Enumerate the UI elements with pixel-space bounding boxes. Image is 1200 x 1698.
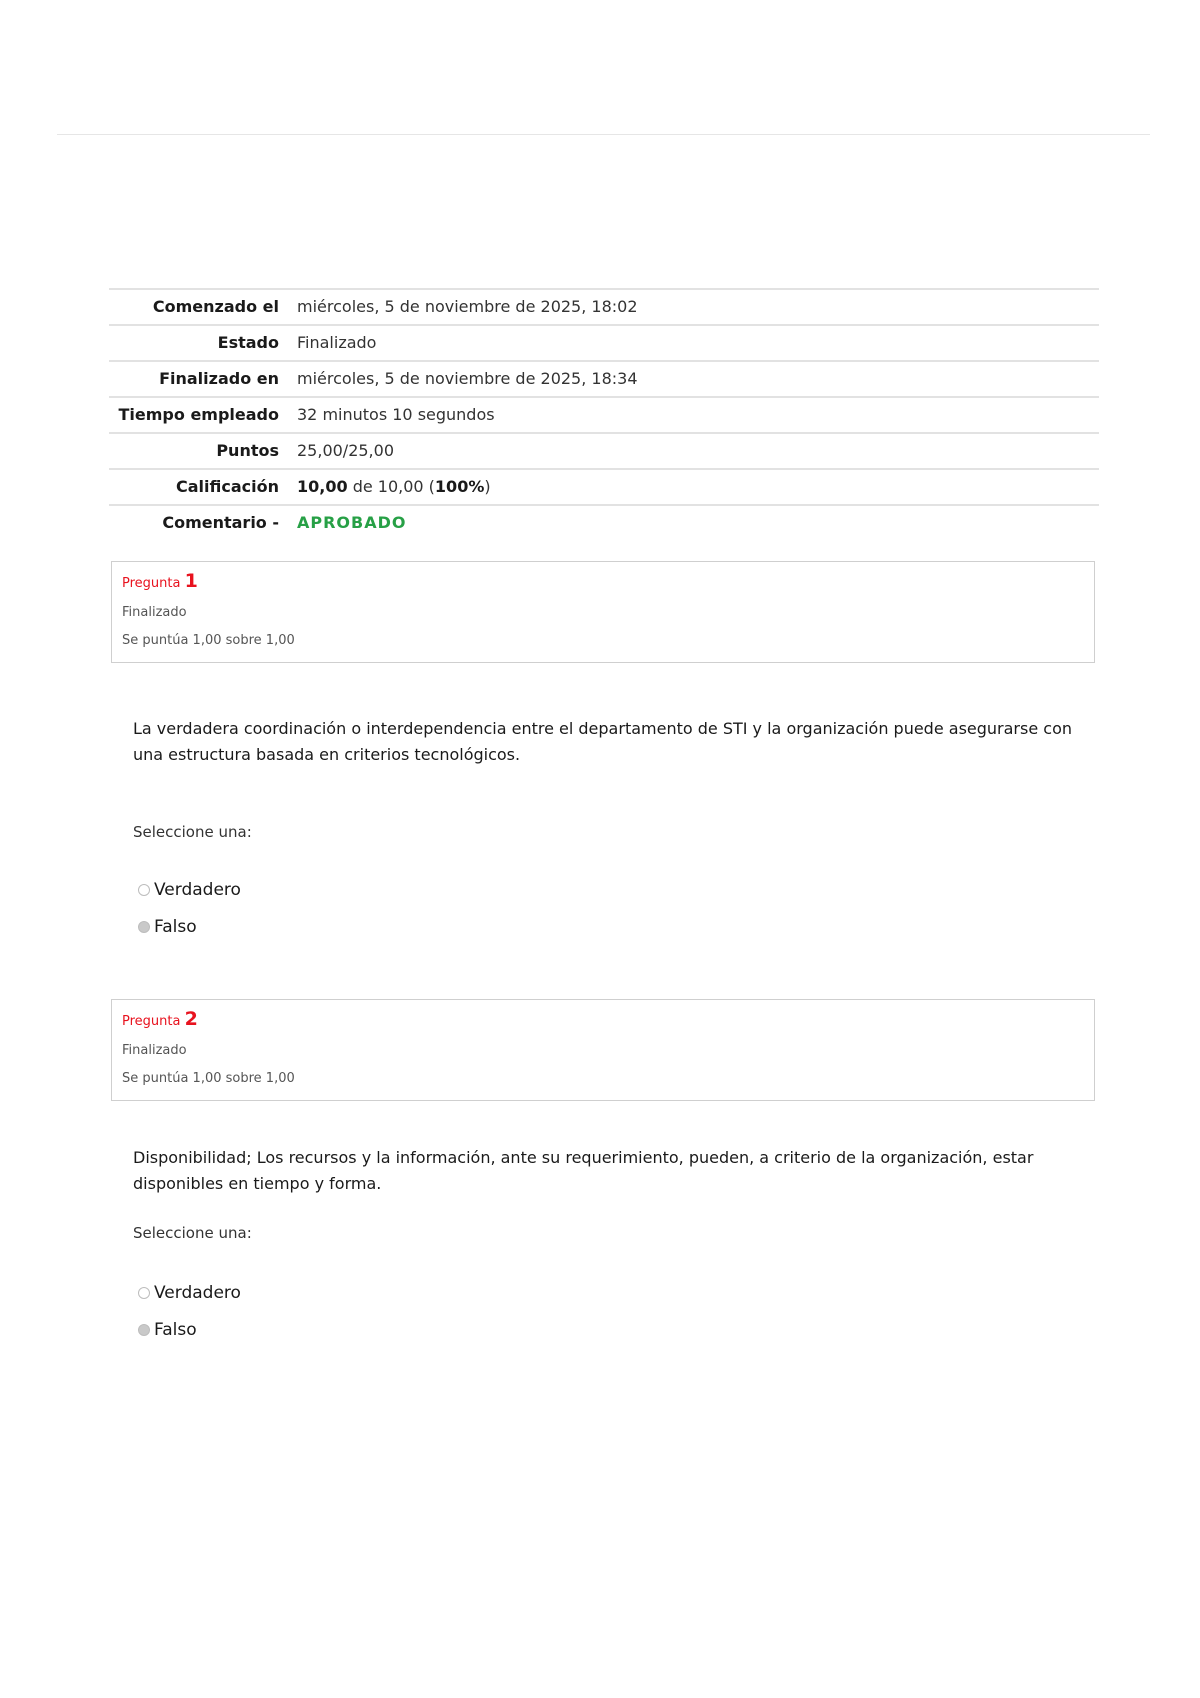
answer-prompt: Seleccione una: bbox=[133, 1224, 252, 1242]
summary-label: Estado bbox=[217, 333, 279, 352]
answer-option-label[interactable]: Falso bbox=[154, 917, 197, 937]
summary-label: Tiempo empleado bbox=[118, 405, 279, 424]
question-text: Disponibilidad; Los recursos y la información, ante su requerimiento, pueden, a criterio de la organización, estar disponibles en tiempo y forma. bbox=[133, 1148, 1034, 1193]
question-state: Finalizado bbox=[122, 1043, 187, 1058]
answer-option-label[interactable]: Verdadero bbox=[154, 880, 241, 900]
answer-option-true[interactable] bbox=[138, 880, 241, 900]
answer-option-label[interactable]: Verdadero bbox=[154, 1283, 241, 1303]
summary-value: miércoles, 5 de noviembre de 2025, 18:02 bbox=[297, 297, 638, 316]
question-grade: Se puntúa 1,00 sobre 1,00 bbox=[122, 1071, 295, 1086]
summary-row-comment bbox=[109, 505, 1099, 540]
summary-label: Comentario - bbox=[162, 513, 279, 532]
question-text: La verdadera coordinación o interdependencia entre el departamento de STI y la organización puede asegurarse con una estructura basada en criterios tecnológicos. bbox=[133, 719, 1072, 764]
summary-value: miércoles, 5 de noviembre de 2025, 18:34 bbox=[297, 369, 638, 388]
answer-option-label[interactable]: Falso bbox=[154, 1320, 197, 1340]
summary-value: 25,00/25,00 bbox=[297, 441, 394, 460]
answer-prompt: Seleccione una: bbox=[133, 823, 252, 841]
summary-row-started bbox=[109, 289, 1099, 325]
summary-label: Comenzado el bbox=[152, 297, 279, 316]
summary-value: Finalizado bbox=[297, 333, 377, 352]
question-prefix: Pregunta bbox=[122, 1014, 181, 1029]
grade-percent: 100% bbox=[434, 477, 485, 496]
summary-label: Calificación bbox=[176, 477, 279, 496]
radio-button-selected[interactable] bbox=[138, 1324, 150, 1336]
question-number bbox=[122, 1008, 1084, 1033]
grade-score: 10,00 bbox=[297, 477, 348, 496]
question-grade: Se puntúa 1,00 sobre 1,00 bbox=[122, 633, 295, 648]
radio-button[interactable] bbox=[138, 884, 150, 896]
question-prefix: Pregunta bbox=[122, 576, 181, 591]
summary-row-state bbox=[109, 325, 1099, 361]
attempt-summary-table bbox=[109, 288, 1099, 540]
header-divider bbox=[57, 134, 1150, 135]
radio-button[interactable] bbox=[138, 1287, 150, 1299]
answer-option-false[interactable] bbox=[138, 1320, 197, 1340]
question-state: Finalizado bbox=[122, 605, 187, 620]
summary-row-points bbox=[109, 433, 1099, 469]
grade-of-text: de 10,00 ( bbox=[347, 477, 435, 496]
question-info-box bbox=[111, 561, 1095, 663]
question-info-box bbox=[111, 999, 1095, 1101]
summary-value bbox=[295, 469, 1099, 505]
answer-option-false[interactable] bbox=[138, 917, 197, 937]
summary-label: Finalizado en bbox=[159, 369, 279, 388]
summary-label: Puntos bbox=[216, 441, 279, 460]
approved-badge: APROBADO bbox=[297, 513, 407, 532]
question-number-value: 2 bbox=[184, 1008, 198, 1030]
summary-value: 32 minutos 10 segundos bbox=[297, 405, 495, 424]
summary-value bbox=[295, 505, 1099, 540]
summary-row-grade bbox=[109, 469, 1099, 505]
summary-row-finished bbox=[109, 361, 1099, 397]
question-number bbox=[122, 570, 1084, 595]
question-number-value: 1 bbox=[184, 570, 198, 592]
summary-row-time-taken bbox=[109, 397, 1099, 433]
answer-option-true[interactable] bbox=[138, 1283, 241, 1303]
grade-close: ) bbox=[484, 477, 491, 496]
radio-button-selected[interactable] bbox=[138, 921, 150, 933]
